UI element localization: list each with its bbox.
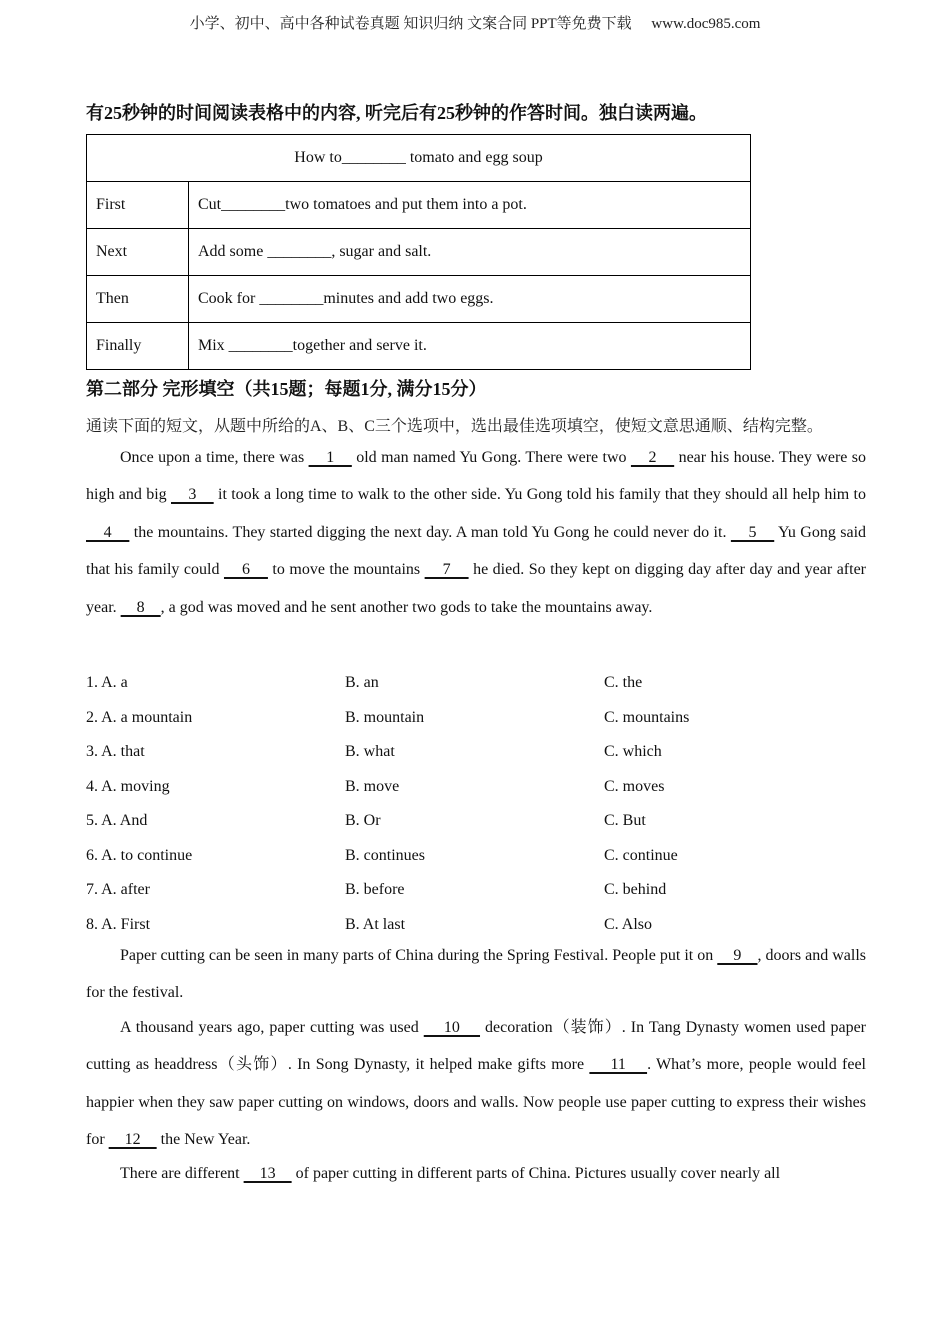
blank-6: 6 [223, 561, 268, 579]
option-a: 7. A. after [86, 881, 150, 899]
passage-text: the New Year. [156, 1131, 251, 1149]
header-text: 小学、初中、高中各种试卷真题 知识归纳 文案合同 PPT等免费下载 [189, 16, 632, 32]
passage-text: A thousand years ago, paper cutting was used [120, 1019, 424, 1036]
option-c: C. the [604, 674, 643, 692]
blank-1: 1 [308, 449, 352, 466]
option-a: 4. A. moving [86, 777, 170, 795]
option-row [86, 735, 866, 770]
step-label: Next [87, 229, 189, 276]
option-c: C. which [604, 743, 662, 761]
option-row [86, 873, 866, 908]
passage-text: it took a long time to walk to the other side. Yu Gong told his family that they should all help him to [213, 486, 866, 504]
blank-4: 4 [86, 523, 130, 541]
option-b: B. move [345, 777, 400, 795]
option-row [86, 701, 866, 736]
table-row [87, 323, 751, 370]
passage-text: near his house. They were so high and big [86, 449, 867, 504]
option-b: B. what [345, 743, 395, 761]
option-c: C. continue [604, 846, 678, 864]
recipe-table [86, 134, 751, 370]
table-row [87, 135, 751, 182]
passage-text: Paper cutting can be seen in many parts of China during the Spring Festival. People put it on [120, 947, 718, 964]
option-a: 8. A. First [86, 915, 151, 933]
option-a: 1. A. a [86, 674, 128, 692]
option-a: 2. A. a mountain [86, 708, 193, 726]
passage-text: Once upon a time, there was [120, 449, 309, 466]
table-row [87, 229, 751, 276]
page-header [0, 12, 950, 33]
option-b: B. before [345, 881, 405, 899]
blank-11: 11 [589, 1056, 648, 1074]
header-url[interactable]: www.doc985.com [651, 16, 761, 32]
step-label: Then [87, 276, 189, 323]
blank-10: 10 [423, 1019, 481, 1036]
step-text: Cook for ________minutes and add two eggs. [189, 276, 751, 323]
section-title: 第二部分 完形填空（共15题；每题1分, 满分15分） [86, 379, 487, 399]
option-row [86, 804, 866, 839]
passage-text: , doors and walls for the festival. [86, 947, 867, 1002]
option-b: B. continues [345, 846, 425, 864]
passage-text: old man named Yu Gong. There were two [351, 449, 631, 466]
passage-text: , a god was moved and he sent another two gods to take the mountains away. [160, 598, 653, 616]
step-text: Cut________two tomatoes and put them into a pot. [189, 182, 751, 229]
blank-13: 13 [243, 1165, 292, 1182]
option-row [86, 770, 866, 805]
option-row [86, 839, 866, 874]
blank-7: 7 [424, 561, 469, 579]
option-c: C. moves [604, 777, 665, 795]
blank-9: 9 [717, 947, 758, 964]
passage-text: he died. So they kept on digging day after day and year after year. [86, 561, 867, 616]
step-text: Mix ________together and serve it. [189, 323, 751, 370]
passage-text: of paper cutting in different parts of China. Pictures usually cover nearly all [291, 1165, 781, 1182]
table-row [87, 182, 751, 229]
option-c: C. mountains [604, 708, 690, 726]
table-row [87, 276, 751, 323]
blank-3: 3 [171, 486, 214, 504]
option-row [86, 666, 866, 701]
option-b: B. At last [345, 915, 406, 933]
table-title: How to________ tomato and egg soup [87, 135, 751, 182]
option-b: B. an [345, 674, 379, 692]
passage-text: There are different [120, 1165, 244, 1182]
blank-12: 12 [108, 1131, 157, 1149]
passage-paper-cutting-3 [86, 1155, 866, 1192]
answer-options [86, 666, 866, 942]
option-c: C. Also [604, 915, 653, 933]
blank-8: 8 [120, 598, 161, 616]
blank-2: 2 [630, 449, 675, 466]
passage-text: . What’s more, people would feel happier when they saw paper cutting on windows, doors and walls. Now people use paper cutting to express their wishes for [86, 1056, 867, 1149]
step-label: First [87, 182, 189, 229]
option-b: B. mountain [345, 708, 425, 726]
option-a: 3. A. that [86, 743, 145, 761]
option-a: 5. A. And [86, 812, 148, 830]
passage-text: to move the mountains [267, 561, 425, 579]
passage-text: Yu Gong said that his family could [86, 523, 867, 579]
step-label: Finally [87, 323, 189, 370]
option-c: C. behind [604, 881, 667, 899]
option-b: B. Or [345, 812, 381, 830]
blank-5: 5 [730, 523, 775, 541]
passage-paper-cutting-2 [86, 1009, 866, 1159]
passage-text: decoration（装饰）. In Tang Dynasty women used paper cutting as headdress（头饰）. In Song Dynasty, it helped make gifts more [86, 1019, 867, 1074]
passage-paper-cutting-1 [86, 937, 866, 1012]
listening-instruction: 有25秒钟的时间阅读表格中的内容, 听完后有25秒钟的作答时间。独白读两遍。 [86, 103, 707, 123]
passage-text: the mountains. They started digging the next day. A man told Yu Gong he could never do it. [129, 523, 731, 541]
step-text: Add some ________, sugar and salt. [189, 229, 751, 276]
directions: 通读下面的短文，从题中所给的A、B、C三个选项中，选出最佳选项填空，使短文意思通顺、结构完整。 [86, 418, 823, 435]
option-a: 6. A. to continue [86, 846, 193, 864]
option-c: C. But [604, 812, 646, 830]
passage-yu-gong [86, 439, 866, 626]
